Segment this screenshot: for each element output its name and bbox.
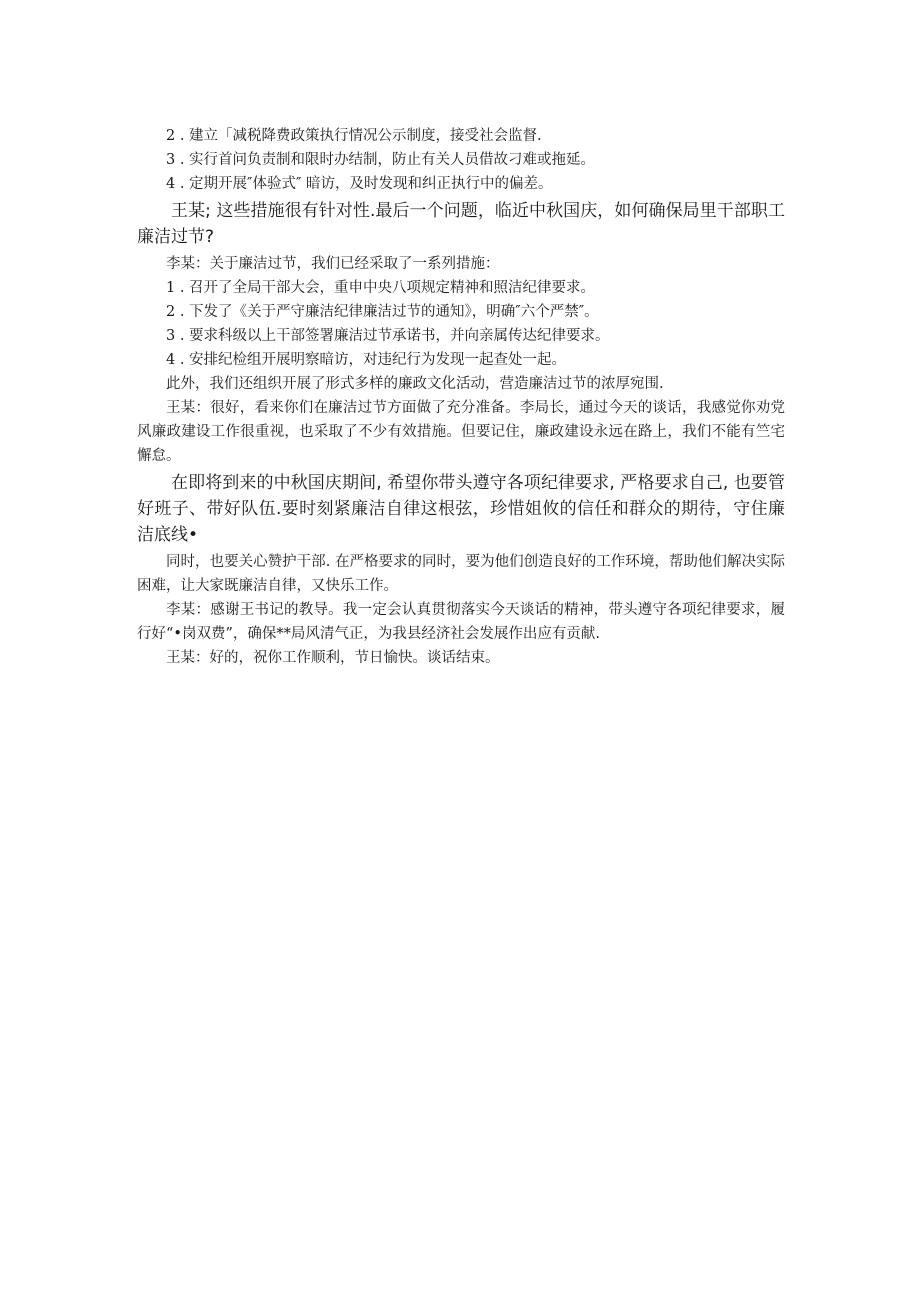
paragraph: 此外，我们还组织开展了形式多样的廉政文化活动，营造廉洁过节的浓厚宛围. (166, 376, 664, 392)
paragraph: 李某：关于廉洁过节，我们已经采取了一系列措施： (166, 256, 500, 272)
list-item: 3 . 实行首问负责制和限时办结制，防止有关人员借故刁难或拖延。 (166, 152, 596, 168)
list-item: 4 . 定期开展″体验式″ 暗访，及时发现和纠正执行中的偏差。 (166, 176, 553, 192)
list-item: 2 . 下发了《关于严守廉洁纪律廉洁过节的通知》，明确″六个严禁″。 (166, 304, 599, 320)
paragraph: 李某：感谢王书记的教导。我一定会认真贯彻落实今天谈话的精神，带头遵守各项纪律要求，履行好“•岗双费”，确保**局风清气正，为我县经济社会发展作出应有贡献. (137, 602, 785, 642)
document-page (137, 124, 785, 670)
paragraph: 同时，也要关心赞护干部. 在严格要求的同时，要为他们创造良好的工作环境，帮助他们解决实际困难，让大家既廉洁自律，又快乐工作。 (137, 554, 785, 594)
list-item: 4 . 安排纪检组开展明察暗访，对违纪行为发现一起查处一起。 (166, 352, 567, 368)
paragraph: 王某：很好，看来你们在廉洁过节方面做了充分准备。李局长，通过今天的谈话，我感觉你劝党风廉政建设工作很重视，也采取了不少有效措施。但要记住，廉政建设永远在路上，我们不能有竺宅懈怠。 (137, 400, 785, 464)
list-item: 1 . 召开了全局干部大会，重申中央八项规定精神和照洁纪律要求。 (166, 280, 596, 296)
list-item: 3 . 要求科级以上干部签署廉洁过节承诺书，并向亲属传达纪律要求。 (166, 328, 610, 344)
list-item: 2 . 建立「减税降费政策执行情况公示制度，接受社会监督. (166, 128, 542, 144)
bold-instruction-paragraph: 在即将到来的中秋国庆期间, 希望你带头遵守各项纪律要求, 严格要求自己, 也要管好班子、带好队伍.要时刻紧廉洁自律这根弦，珍惜姐攸的信任和群众的期待，守住廉洁底线• (137, 473, 785, 545)
bold-question-paragraph: 王某; 这些措施很有针对性.最后一个问题，临近中秋国庆，如何确保局里干部职工廉洁过节? (137, 201, 785, 247)
paragraph: 王某：好的，祝你工作顺利，节日愉快。谈话结束。 (166, 650, 500, 666)
